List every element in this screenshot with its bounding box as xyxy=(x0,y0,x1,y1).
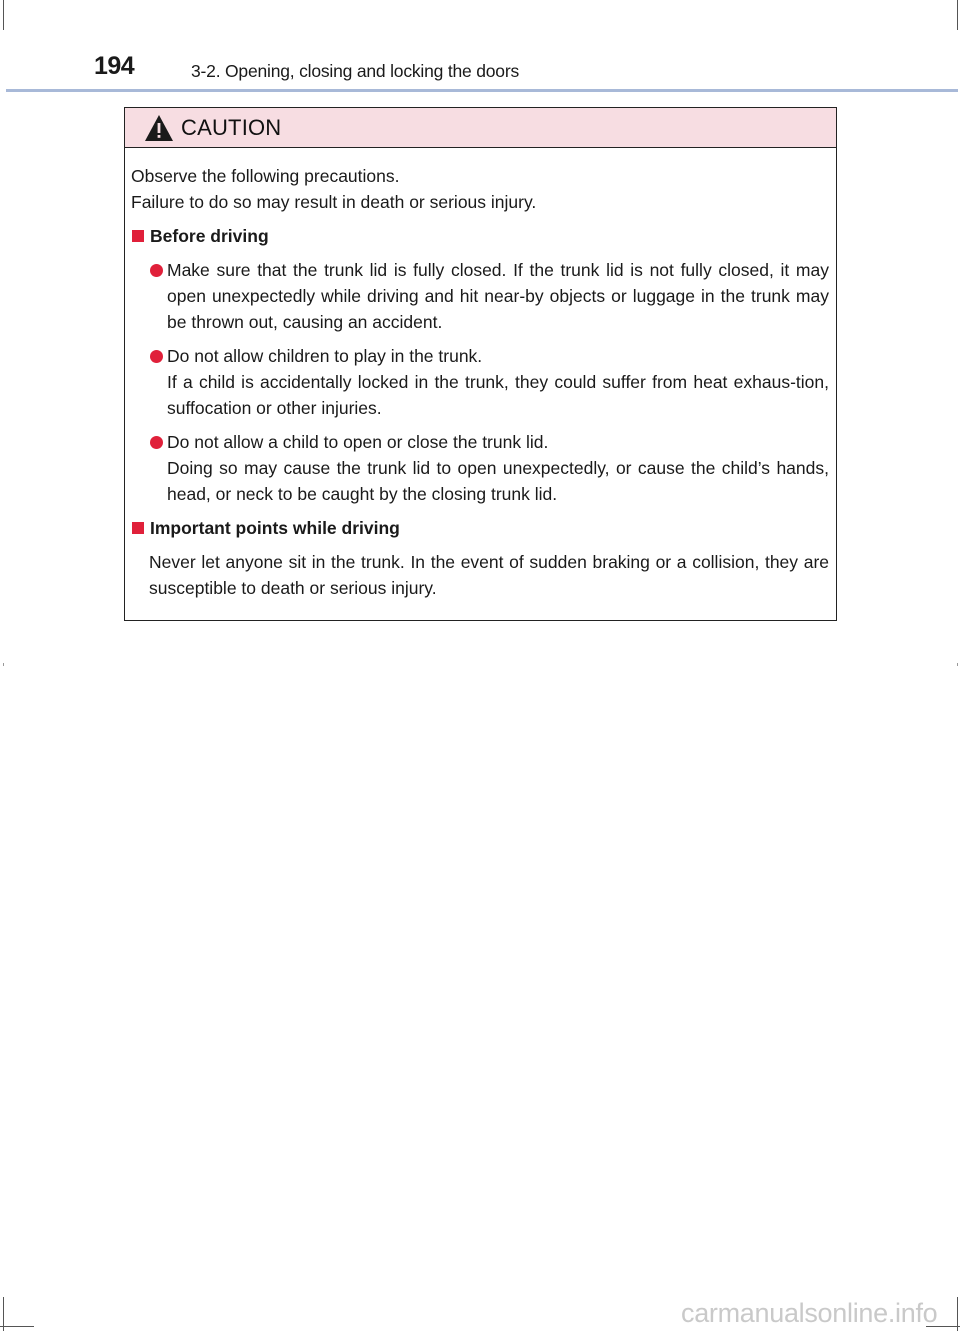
warning-triangle-icon xyxy=(144,114,174,142)
bullet-item xyxy=(131,257,829,335)
square-bullet-icon xyxy=(132,230,144,242)
subheading-label: Important points while driving xyxy=(150,518,400,538)
caution-intro xyxy=(131,163,829,215)
subheading-before-driving xyxy=(131,223,829,249)
circle-bullet-icon xyxy=(150,436,163,449)
header-rule xyxy=(6,89,958,92)
bullet-item xyxy=(131,343,829,421)
bullet-item xyxy=(131,429,829,507)
subheading-label: Before driving xyxy=(150,226,269,246)
crop-mark xyxy=(957,663,958,666)
watermark: carmanualsonline.info xyxy=(681,1298,938,1328)
intro-line: Observe the following precautions. xyxy=(131,166,400,186)
bullet-text: If a child is accidentally locked in the trunk, they could suffer from heat exhaus-tion, suffocation or other injuries. xyxy=(167,372,829,418)
bullet-text: Doing so may cause the trunk lid to open unexpectedly, or cause the child’s hands, head, or neck to be caught by the closing trunk lid. xyxy=(167,458,829,504)
page-number: 194 xyxy=(94,52,135,80)
square-bullet-icon xyxy=(132,522,144,534)
caution-label: CAUTION xyxy=(181,115,282,140)
caution-header xyxy=(125,108,836,148)
circle-bullet-icon xyxy=(150,264,163,277)
intro-line: Failure to do so may result in death or serious injury. xyxy=(131,192,537,212)
subheading-important-points xyxy=(131,515,829,541)
bullet-text: Make sure that the trunk lid is fully closed. If the trunk lid is not fully closed, it may open unexpectedly while driving and hit near-by objects or luggage in the trunk may be thrown out, causing an accident. xyxy=(167,260,829,332)
crop-mark xyxy=(3,0,4,30)
section-title: 3-2. Opening, closing and locking the doors xyxy=(191,61,520,81)
paragraph-text: Never let anyone sit in the trunk. In the event of sudden braking or a collision, they are susceptible to death or serious injury. xyxy=(149,552,829,598)
bullet-text: Do not allow a child to open or close the trunk lid. xyxy=(167,432,549,452)
crop-mark xyxy=(957,1297,958,1331)
caution-body xyxy=(125,148,836,601)
caution-box xyxy=(124,107,837,621)
crop-mark xyxy=(0,1326,34,1327)
crop-mark xyxy=(957,0,958,30)
bullet-text: Do not allow children to play in the trunk. xyxy=(167,346,483,366)
crop-mark xyxy=(3,663,4,666)
circle-bullet-icon xyxy=(150,350,163,363)
